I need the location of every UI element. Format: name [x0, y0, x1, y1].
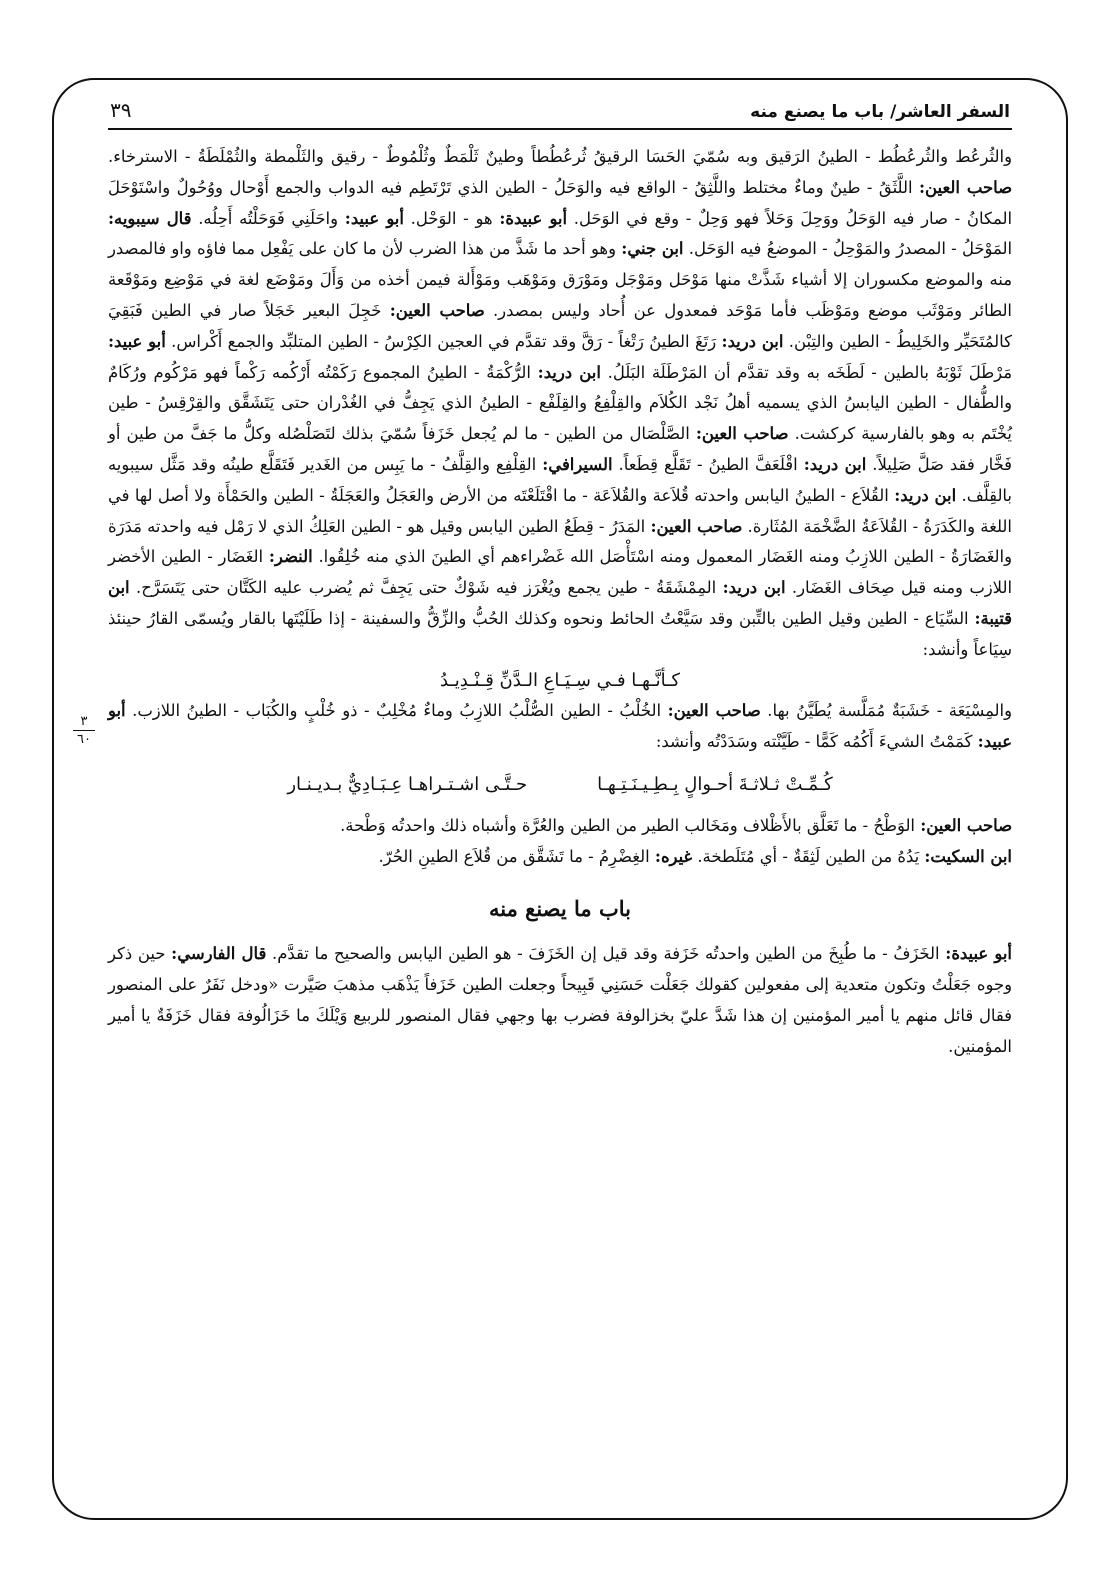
text-span: كَمَمْتُ الشيءَ أَكُمُه كَمًّا - طَيَّنْته وسَدَدْتُه وأنشد:: [655, 732, 973, 752]
text-span: يَدُهُ من الطين لَثِقَةٌ - أي مُتَلَطخة.: [697, 846, 920, 866]
text-span: القُلاَع - الطينُ اليابس واحدته قُلاَعة والقُلاَعَة - ما اقْتَلَعْتَه من الأرض والعَجَلُ والعَجَلَةُ - الطين والحَمْأَة ولا أصل لها في اللغة والكَدَرَةُ - القُلاَعَةُ الضَّخْمَة المُثَارة.: [108, 485, 1012, 536]
poetry-verse-1: كـأنَّـهـا فـي سِـيَـاعِ الـدَّنِّ قِـنْـدِيـدُ: [440, 669, 680, 691]
text-span: الخَزَفُ - ما طُبِخَ من الطين واحدتُه خَزَفة وقد قيل إن الخَزَفَ - هو الطين اليابس والصحيح ما تقدَّم.: [272, 944, 940, 964]
page-header: [110, 90, 1010, 122]
text-span: الغِضْرِمُ - ما تَشَقَّق من قُلاَع الطينِ الحُرّ.: [378, 846, 650, 866]
text-span: مَرْطَلَ ثَوْبَهُ بالطين - لَطَخَه به وقد تقدَّم أن المَرْطَلَة البَلَلُ.: [607, 362, 1012, 382]
source-name: صاحب العين:: [650, 516, 743, 536]
source-name: صاحب العين:: [920, 815, 1012, 835]
text-span: الصَّلْصَال من الطين - ما لم يُجعل خَزَفاً سُمّيَ بذلك لتَصَلْصُله وكلُّ ما جَفَّ من طين أو فَخَّار فقد صَلَّ صَلِيلاً.: [108, 424, 1013, 474]
source-name: أبو عبيد:: [344, 208, 404, 228]
text-span: وهو أحد ما شَذَّ من هذا الضرب لأن ما كان على يَفْعِل مما فاؤه واو فالمصدر منه والموضع مكسوران إلا أشياء شَذَّتْ منها مَوْحَل ومَوْجَل ومَوْرَق ومَوْهَب ومَوْأَلة فيمن أخذه من وَأَلَ ومَوْضَع لغة في مَوْضِع ومَوْقَعة الطائر ومَوْثَب موضع ومَوْظَب فأما مَوْحَد فمعدول عن أُحاد وليس بمصدر.: [108, 239, 1012, 320]
poetry-verse-2: [108, 770, 1012, 801]
header-rule: [108, 128, 1012, 130]
text-span: الرُّكْمَةُ - الطينُ المجموع رَكَمْتُه أَرْكُمه رَكْماً فهو مَرْكُوم ورُكَامٌ والطُّفال - الطين اليابسُ الذي يسميه أهلُ نَجْد الكُلاَم والقِلْفِعُ والقِلَفْع - الطينُ الذي يَجِفُّ في الغُدْران حتى يَتَشَقَّق والقِرْقِسُ - طين يُخْتَم به وهو بالفارسية كركشت.: [108, 362, 1012, 444]
source-name: قال سيبويه:: [108, 208, 192, 228]
paragraph-5: [108, 939, 1012, 1062]
source-name: أبو عبيدة:: [499, 208, 568, 228]
text-span: والمِسْيَعَة - خَشَبَةٌ مُمَلَّسة يُطَيَّنُ بها.: [767, 701, 1013, 721]
text-span: اللَّثَقُ - طينٌ وماءٌ مختلط واللَّثِقُ - الواقع فيه والوَحَلُ - الطين الذي تَرْتَطِم فيه الدواب والجمع أَوْحال ووُحُولٌ واسْتَوْحَلَ المكانُ - صار فيه الوَحَلُ ووَحِلَ وَحَلاً فهو وَحِلٌ - وقع في الوَحَل.: [108, 177, 1013, 228]
source-name: أبو عبيد:: [108, 331, 166, 351]
text-span: الخُلْبُ - الطين الصُّلْبُ اللازِبُ وماءٌ مُخْلِبٌ - ذو خُلْبٍ والكُبَاب - الطينُ اللازب.: [132, 701, 662, 721]
margin-ref-top: ٣: [80, 714, 88, 729]
text-span: الوَطْحُ - ما تَعَلَّق بالأَظْلاف ومَخَالب الطير من الطين والعُرَّة وأشباه ذلك واحدتُه وَطْحة.: [340, 815, 915, 835]
page-content: [108, 142, 1012, 1062]
text-span: رَتَغَ الطينُ رَتْغاً - رَقَّ وقد تقدَّم في العجين الكِرْسُ - الطين المتلبِّد والجمع أَكْراس.: [171, 331, 717, 351]
paragraph-2: [108, 696, 1012, 758]
text-span: الغَضَار - الطين الأخضر اللازب ومنه قيل صِحَاف الغَضَار.: [108, 547, 1012, 598]
source-name: صاحب العين:: [695, 424, 789, 444]
source-name: ابن دريد:: [721, 331, 784, 351]
verse-first-hemistich: كُـمِّـتْ ثـلاثـةَ أحـوالٍ بِـطِـيـنَـتِـهـا: [597, 773, 833, 795]
source-name: ابن دريد:: [894, 485, 957, 505]
text-span: اقْلَعَفَّ الطينُ - تَقَلَّع قِطَعاً.: [618, 454, 798, 474]
text-span: حين ذكر وجوه جَعَلْتُ وتكون متعدية إلى مفعولين كقولك جَعَلْت حَسَنِي قَبِيحاً وجعلت الطين خَزَفاً يَذْهَب مذهبَ صَيَّرت «ودخل نَفَرٌ على المنصور فقال قائل منهم يا أمير المؤمنين إن هذا شَدَّ عليّ بخزالوفة فضرب بها وجهي فقال المنصور للربيع وَيْلَكَ ما خَزَالُوفة فقال خَزَفَةٌ يا أمير المؤمنين.: [108, 944, 1012, 1056]
paragraph-3: [108, 811, 1012, 842]
text-span: المَوْحَلُ - المصدرُ والمَوْحِلُ - الموضعُ فيه الوَحَل.: [688, 239, 1013, 259]
source-name: ابن دريد:: [537, 362, 601, 382]
source-name: ابن السكيت:: [924, 846, 1012, 866]
margin-ref-divider: [73, 730, 95, 731]
text-span: المَدَرُ - قِطَعُ الطين اليابس وقيل هو - الطين العَلِكُ الذي لا رَمْل فيه واحدته مَدَرَة والغَضَارَةُ - الطين اللازِبُ ومنه الغَضَار المعمول ومنه اسْتَأْصَل الله غَضْراءهم أي الطينَ الذي منه خُلِقُوا.: [108, 516, 1012, 567]
margin-ref-bottom: ٦٠: [77, 732, 91, 747]
text-span: والثُرعُط والثُرعُطُط - الطينُ الرَقيق وبه سُمّيَ الحَسَا الرقيقُ ثُرعُطُطاً وطينٌ ثَلْمَطٌ وثُلْمُوطٌ - رقيق والثَلْمطة والثُمْلَطَةُ - الاسترخاء.: [108, 147, 1012, 166]
source-name: صاحب العين:: [667, 701, 761, 721]
source-name: أبو عبيدة:: [945, 944, 1012, 964]
text-span: واحَلَنِي فَوَحَلْتُه أَحِلُه.: [198, 208, 339, 228]
running-title: السفر العاشر/ باب ما يصنع منه: [750, 102, 1010, 122]
text-span: هو - الوَحْل.: [410, 208, 493, 228]
source-name: أبو عبيد:: [108, 701, 1012, 752]
source-name: ابن جني:: [621, 239, 684, 259]
text-span: المِمْشَقَةُ - طين يجمع ويُغْرَز فيه شَوْكٌ حتى يَجِفَّ ثم يُضرب عليه الكَتَّان حتى يَتَسَرَّح.: [135, 578, 717, 598]
paragraph-1: [108, 142, 1012, 666]
source-name: صاحب العين:: [389, 300, 485, 320]
source-name: ابن دريد:: [722, 578, 786, 598]
page-number: ٣٩: [110, 98, 132, 122]
source-name: غيره:: [654, 846, 693, 866]
verse-second-hemistich: حـتَّـى اشـتـراهـا عِـبَـادِيٌّ بـديـنـار: [287, 773, 528, 795]
text-span: السِّيَاع - الطين وقيل الطين بالتِّبن وقد سَيَّعْتُ الحائط ونحوه وكذلك الحُبُّ والزِّقُّ والسفينة - إذا طَلَيْتَها بالقار ويُسمّى القارُ حينئذ سِيَاعاً وأنشد:: [108, 608, 1012, 659]
margin-reference: [73, 714, 95, 747]
source-name: ابن دريد:: [803, 454, 867, 474]
source-name: ابن قتيبة:: [108, 578, 1012, 628]
source-name: النضر:: [268, 547, 313, 567]
text-span: القِلْفِع والقِلَّفُ - ما يَبِس من الغَدير فَتَقَلَّع طينُه وقد مَثَّل سيبويه بالقِلَّف.: [108, 454, 1012, 505]
text-span: خَجِلَ البعير خَجَلاً صار في الطين فَبَقِيَ كالمُتَحَيِّر والخَلِيطُ - الطين والتِبْن.: [108, 300, 1012, 351]
source-name: صاحب العين:: [918, 177, 1013, 197]
source-name: قال الفارسي:: [171, 944, 267, 964]
section-title: باب ما يصنع منه: [488, 896, 631, 922]
source-name: السيرافي:: [542, 454, 613, 474]
paragraph-4: [108, 842, 1012, 873]
